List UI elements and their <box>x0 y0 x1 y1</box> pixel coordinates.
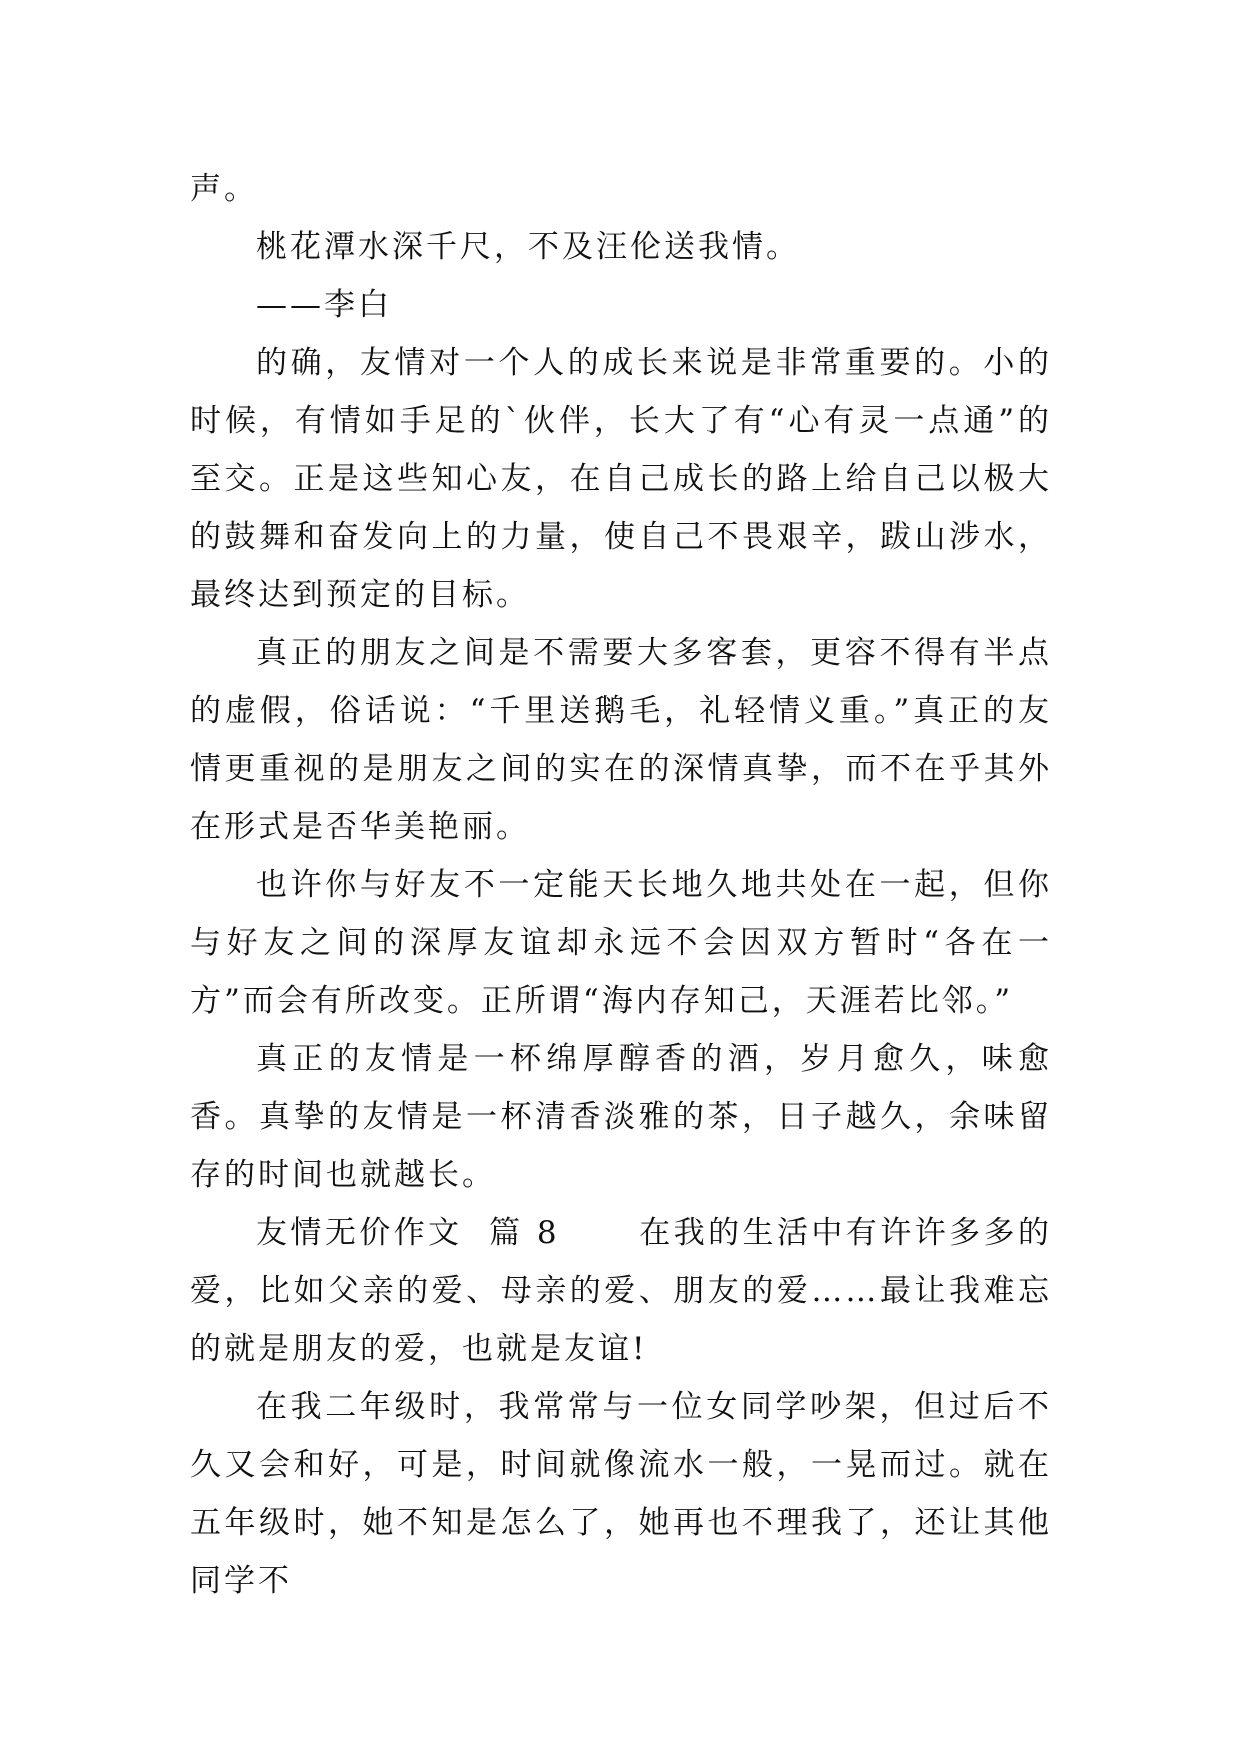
paragraph-importance-of-friendship: 的确，友情对一个人的成长来说是非常重要的。小的时候，有情如手足的`伙伴，长大了有“心有灵一点通”的至交。正是这些知心友，在自己成长的路上给自己以极大的鼓舞和奋发向上的力量，使自己不畏艰辛，跋山涉水，最终达到预定的目标。 <box>190 345 1052 613</box>
poem-attribution: ——李白 <box>256 287 392 323</box>
poem-line: 桃花潭水深千尺，不及汪伦送我情。 <box>256 229 800 265</box>
paragraph-true-friends: 真正的朋友之间是不需要大多客套，更容不得有半点的虚假，俗话说：“千里送鹅毛，礼轻情义重。”真正的友情更重视的是朋友之间的实在的深情真挚，而不在乎其外在形式是否华美艳丽。 <box>190 635 1052 845</box>
paragraph-wine-and-tea: 真正的友情是一杯绵厚醇香的酒，岁月愈久，味愈香。真挚的友情是一杯清香淡雅的茶，日子越久，余味留存的时间也就越长。 <box>190 1041 1052 1193</box>
essay-heading: 友情无价作文 篇 8 <box>256 1215 560 1251</box>
paragraph-essay-8 <box>190 1204 1052 1378</box>
paragraph-second-grade: 在我二年级时，我常常与一位女同学吵架，但过后不久又会和好，可是，时间就像流水一般，一晃而过。就在五年级时，她不知是怎么了，她再也不理我了，还让其他同学不 <box>190 1389 1052 1599</box>
paragraph-distance: 也许你与好友不一定能天长地久地共处在一起，但你与好友之间的深厚友谊却永远不会因双方暂时“各在一方”而会有所改变。正所谓“海内存知己，天涯若比邻。” <box>190 867 1052 1019</box>
essay-8-body: 在我的生活中有许许多多的爱，比如父亲的爱、母亲的爱、朋友的爱……最让我难忘的就是朋友的爱，也就是友谊! <box>190 1215 1052 1367</box>
document-body <box>190 160 1052 1610</box>
paragraph-continuation: 声。 <box>190 171 258 207</box>
